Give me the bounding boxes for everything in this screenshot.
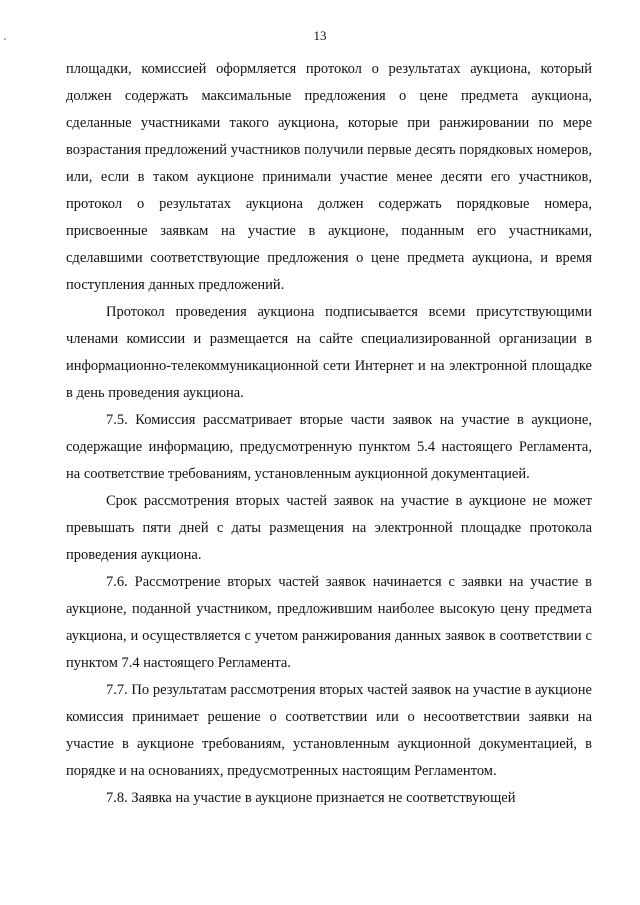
paragraph-7-6: 7.6. Рассмотрение вторых частей заявок начинается с заявки на участие в аукционе, поданной участником, предложившим наиболее высокую цену предмета аукциона, и осуществляется с учетом ранжирования данных заявок в соответствии с пунктом 7.4 настоящего Регламента.: [66, 574, 592, 671]
document-body: [66, 56, 592, 812]
paragraph-7-7: 7.7. По результатам рассмотрения вторых частей заявок на участие в аукционе комиссия принимает решение о соответствии или о несоответствии заявки на участие в аукционе требованиям, установленным аукционной документацией, в порядке и на основаниях, предусмотренных настоящим Регламентом.: [66, 682, 592, 779]
paragraph-protocol-signing: Протокол проведения аукциона подписывается всеми присутствующими членами комиссии и размещается на сайте специализированной организации в информационно-телекоммуникационной сети Интернет и на электронной площадке в день проведения аукциона.: [66, 304, 592, 401]
paragraph-continuation: площадки, комиссией оформляется протокол о результатах аукциона, который должен содержать максимальные предложения о цене предмета аукциона, сделанные участниками такого аукциона, которые при ранжировании по мере возрастания предложений участников получили первые десять порядковых номеров, или, если в таком аукционе принимали участие менее десяти его участников, протокол о результатах аукциона должен содержать порядковые номера, присвоенные заявкам на участие в аукционе, поданным его участниками, сделавшими соответствующие предложения о цене предмета аукциона, и время поступления данных предложений.: [66, 61, 592, 293]
paragraph-review-deadline: Срок рассмотрения вторых частей заявок на участие в аукционе не может превышать пяти дней с даты размещения на электронной площадке протокола проведения аукциона.: [66, 493, 592, 563]
paragraph-7-5: 7.5. Комиссия рассматривает вторые части заявок на участие в аукционе, содержащие информацию, предусмотренную пунктом 5.4 настоящего Регламента, на соответствие требованиям, установленным аукционной документацией.: [66, 412, 592, 482]
page-number: 13: [313, 28, 327, 43]
paragraph-7-8: 7.8. Заявка на участие в аукционе признается не соответствующей: [106, 790, 516, 806]
